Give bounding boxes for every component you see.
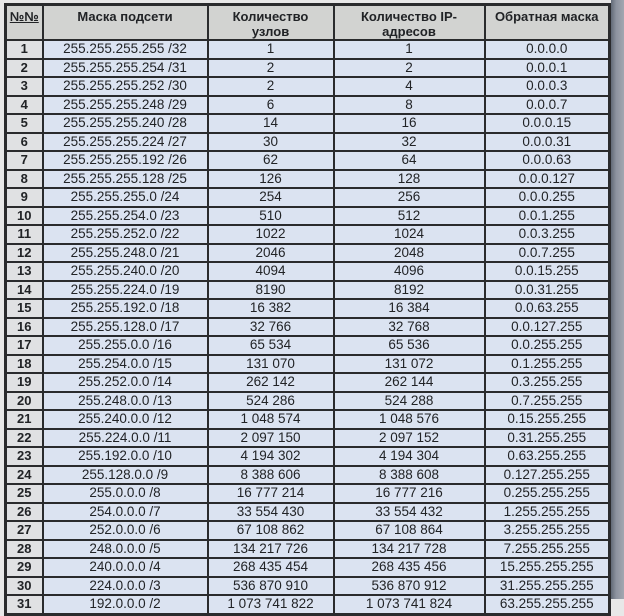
row-number-cell: 22 <box>6 429 43 448</box>
row-number-cell: 4 <box>6 96 43 115</box>
wildcard-mask-cell: 0.15.255.255 <box>485 410 610 429</box>
table-row <box>6 59 610 78</box>
subnet-mask-cell: 255.255.248.0 /21 <box>43 244 208 263</box>
subnet-mask-cell: 255.255.255.192 /26 <box>43 151 208 170</box>
subnet-mask-cell: 255.192.0.0 /10 <box>43 447 208 466</box>
host-count-cell: 32 766 <box>208 318 334 337</box>
wildcard-mask-cell: 0.0.0.127 <box>485 170 610 189</box>
host-count-cell: 67 108 862 <box>208 521 334 540</box>
table-row <box>6 503 610 522</box>
wildcard-mask-cell: 0.0.0.7 <box>485 96 610 115</box>
host-count-cell: 2 <box>208 59 334 78</box>
table-row <box>6 151 610 170</box>
row-number-cell: 18 <box>6 355 43 374</box>
row-number-cell: 23 <box>6 447 43 466</box>
row-number-cell: 13 <box>6 262 43 281</box>
ip-count-cell: 16 777 216 <box>334 484 485 503</box>
host-count-cell: 1022 <box>208 225 334 244</box>
row-number-cell: 2 <box>6 59 43 78</box>
subnet-mask-cell: 255.255.255.252 /30 <box>43 77 208 96</box>
row-number-cell: 21 <box>6 410 43 429</box>
header-host-count-line2: узлов <box>251 24 290 39</box>
table-row <box>6 392 610 411</box>
wildcard-mask-cell: 0.127.255.255 <box>485 466 610 485</box>
table-row <box>6 429 610 448</box>
header-host-count-line1: Количество <box>232 9 309 24</box>
host-count-cell: 6 <box>208 96 334 115</box>
table-row <box>6 558 610 577</box>
host-count-cell: 268 435 454 <box>208 558 334 577</box>
host-count-cell: 262 142 <box>208 373 334 392</box>
table-row <box>6 318 610 337</box>
right-edge-shadow <box>611 0 624 599</box>
subnet-mask-cell: 255.255.128.0 /17 <box>43 318 208 337</box>
ip-count-cell: 134 217 728 <box>334 540 485 559</box>
row-number-cell: 25 <box>6 484 43 503</box>
table-row <box>6 484 610 503</box>
wildcard-mask-cell: 3.255.255.255 <box>485 521 610 540</box>
subnet-mask-cell: 255.224.0.0 /11 <box>43 429 208 448</box>
table-row <box>6 466 610 485</box>
subnet-mask-cell: 255.248.0.0 /13 <box>43 392 208 411</box>
ip-count-cell: 128 <box>334 170 485 189</box>
host-count-cell: 33 554 430 <box>208 503 334 522</box>
subnet-mask-cell: 255.255.255.248 /29 <box>43 96 208 115</box>
row-number-cell: 20 <box>6 392 43 411</box>
ip-count-cell: 536 870 912 <box>334 577 485 596</box>
row-number-cell: 7 <box>6 151 43 170</box>
ip-count-cell: 4 <box>334 77 485 96</box>
table-row <box>6 336 610 355</box>
wildcard-mask-cell: 0.0.7.255 <box>485 244 610 263</box>
host-count-cell: 30 <box>208 133 334 152</box>
ip-count-cell: 8192 <box>334 281 485 300</box>
ip-count-cell: 2 <box>334 59 485 78</box>
ip-count-cell: 64 <box>334 151 485 170</box>
row-number-cell: 30 <box>6 577 43 596</box>
table-row <box>6 373 610 392</box>
host-count-cell: 65 534 <box>208 336 334 355</box>
header-ip-count-line1: Количество IP- <box>361 9 457 24</box>
host-count-cell: 126 <box>208 170 334 189</box>
row-number-cell: 28 <box>6 540 43 559</box>
table-row <box>6 114 610 133</box>
wildcard-mask-cell: 0.255.255.255 <box>485 484 610 503</box>
table-row <box>6 188 610 207</box>
wildcard-mask-cell: 0.0.0.1 <box>485 59 610 78</box>
wildcard-mask-cell: 15.255.255.255 <box>485 558 610 577</box>
host-count-cell: 131 070 <box>208 355 334 374</box>
wildcard-mask-cell: 0.7.255.255 <box>485 392 610 411</box>
table-row <box>6 410 610 429</box>
header-ip-count-line2: адресов <box>382 24 436 39</box>
wildcard-mask-cell: 0.3.255.255 <box>485 373 610 392</box>
ip-count-cell: 268 435 456 <box>334 558 485 577</box>
host-count-cell: 536 870 910 <box>208 577 334 596</box>
table-row <box>6 225 610 244</box>
wildcard-mask-cell: 0.0.0.0 <box>485 40 610 59</box>
ip-count-cell: 8 <box>334 96 485 115</box>
table-row <box>6 244 610 263</box>
wildcard-mask-cell: 0.0.1.255 <box>485 207 610 226</box>
table-row <box>6 447 610 466</box>
host-count-cell: 16 382 <box>208 299 334 318</box>
ip-count-cell: 2 097 152 <box>334 429 485 448</box>
ip-count-cell: 8 388 608 <box>334 466 485 485</box>
header-subnet-mask-label: Маска подсети <box>77 9 173 24</box>
header-host-count <box>208 5 334 41</box>
ip-count-cell: 1024 <box>334 225 485 244</box>
subnet-mask-cell: 255.255.240.0 /20 <box>43 262 208 281</box>
subnet-mask-cell: 192.0.0.0 /2 <box>43 595 208 614</box>
host-count-cell: 1 <box>208 40 334 59</box>
ip-count-cell: 32 <box>334 133 485 152</box>
wildcard-mask-cell: 0.0.255.255 <box>485 336 610 355</box>
subnet-mask-cell: 255.255.255.254 /31 <box>43 59 208 78</box>
table-row <box>6 96 610 115</box>
table-row <box>6 595 610 614</box>
ip-count-cell: 4096 <box>334 262 485 281</box>
table-row <box>6 77 610 96</box>
wildcard-mask-cell: 0.0.31.255 <box>485 281 610 300</box>
ip-count-cell: 1 073 741 824 <box>334 595 485 614</box>
host-count-cell: 4 194 302 <box>208 447 334 466</box>
host-count-cell: 62 <box>208 151 334 170</box>
table-row <box>6 299 610 318</box>
subnet-table-container <box>4 3 611 616</box>
ip-count-cell: 1 048 576 <box>334 410 485 429</box>
host-count-cell: 4094 <box>208 262 334 281</box>
ip-count-cell: 256 <box>334 188 485 207</box>
host-count-cell: 2046 <box>208 244 334 263</box>
row-number-cell: 11 <box>6 225 43 244</box>
table-row <box>6 40 610 59</box>
row-number-cell: 9 <box>6 188 43 207</box>
subnet-mask-cell: 224.0.0.0 /3 <box>43 577 208 596</box>
row-number-cell: 10 <box>6 207 43 226</box>
subnet-mask-cell: 255.128.0.0 /9 <box>43 466 208 485</box>
row-number-cell: 24 <box>6 466 43 485</box>
row-number-cell: 6 <box>6 133 43 152</box>
ip-count-cell: 2048 <box>334 244 485 263</box>
subnet-mask-table <box>4 3 611 616</box>
ip-count-cell: 16 <box>334 114 485 133</box>
wildcard-mask-cell: 0.0.0.63 <box>485 151 610 170</box>
wildcard-mask-cell: 0.0.127.255 <box>485 318 610 337</box>
row-number-cell: 27 <box>6 521 43 540</box>
table-row <box>6 355 610 374</box>
ip-count-cell: 4 194 304 <box>334 447 485 466</box>
ip-count-cell: 65 536 <box>334 336 485 355</box>
table-header <box>6 5 610 41</box>
subnet-mask-cell: 255.0.0.0 /8 <box>43 484 208 503</box>
host-count-cell: 2 <box>208 77 334 96</box>
subnet-mask-cell: 255.255.224.0 /19 <box>43 281 208 300</box>
header-number-label: №№ <box>9 9 39 24</box>
host-count-cell: 8190 <box>208 281 334 300</box>
table-row <box>6 540 610 559</box>
ip-count-cell: 131 072 <box>334 355 485 374</box>
wildcard-mask-cell: 0.1.255.255 <box>485 355 610 374</box>
subnet-mask-cell: 255.255.252.0 /22 <box>43 225 208 244</box>
wildcard-mask-cell: 0.0.0.15 <box>485 114 610 133</box>
subnet-mask-cell: 255.255.0.0 /16 <box>43 336 208 355</box>
wildcard-mask-cell: 31.255.255.255 <box>485 577 610 596</box>
wildcard-mask-cell: 7.255.255.255 <box>485 540 610 559</box>
wildcard-mask-cell: 0.0.15.255 <box>485 262 610 281</box>
wildcard-mask-cell: 0.63.255.255 <box>485 447 610 466</box>
host-count-cell: 14 <box>208 114 334 133</box>
ip-count-cell: 262 144 <box>334 373 485 392</box>
host-count-cell: 510 <box>208 207 334 226</box>
ip-count-cell: 512 <box>334 207 485 226</box>
host-count-cell: 134 217 726 <box>208 540 334 559</box>
row-number-cell: 12 <box>6 244 43 263</box>
subnet-mask-cell: 255.255.192.0 /18 <box>43 299 208 318</box>
wildcard-mask-cell: 0.0.63.255 <box>485 299 610 318</box>
row-number-cell: 1 <box>6 40 43 59</box>
host-count-cell: 8 388 606 <box>208 466 334 485</box>
table-row <box>6 133 610 152</box>
header-wildcard-mask <box>485 5 610 41</box>
wildcard-mask-cell: 1.255.255.255 <box>485 503 610 522</box>
row-number-cell: 19 <box>6 373 43 392</box>
host-count-cell: 254 <box>208 188 334 207</box>
wildcard-mask-cell: 0.0.0.31 <box>485 133 610 152</box>
row-number-cell: 5 <box>6 114 43 133</box>
subnet-mask-cell: 252.0.0.0 /6 <box>43 521 208 540</box>
wildcard-mask-cell: 0.31.255.255 <box>485 429 610 448</box>
subnet-mask-cell: 255.252.0.0 /14 <box>43 373 208 392</box>
table-row <box>6 281 610 300</box>
row-number-cell: 15 <box>6 299 43 318</box>
wildcard-mask-cell: 0.0.3.255 <box>485 225 610 244</box>
ip-count-cell: 67 108 864 <box>334 521 485 540</box>
row-number-cell: 8 <box>6 170 43 189</box>
subnet-mask-cell: 255.254.0.0 /15 <box>43 355 208 374</box>
table-row <box>6 521 610 540</box>
host-count-cell: 2 097 150 <box>208 429 334 448</box>
subnet-mask-cell: 255.240.0.0 /12 <box>43 410 208 429</box>
ip-count-cell: 16 384 <box>334 299 485 318</box>
row-number-cell: 16 <box>6 318 43 337</box>
row-number-cell: 14 <box>6 281 43 300</box>
row-number-cell: 26 <box>6 503 43 522</box>
subnet-mask-cell: 254.0.0.0 /7 <box>43 503 208 522</box>
subnet-mask-cell: 255.255.255.240 /28 <box>43 114 208 133</box>
table-row <box>6 207 610 226</box>
wildcard-mask-cell: 63.255.255.255 <box>485 595 610 614</box>
host-count-cell: 1 048 574 <box>208 410 334 429</box>
ip-count-cell: 32 768 <box>334 318 485 337</box>
ip-count-cell: 524 288 <box>334 392 485 411</box>
header-number <box>6 5 43 41</box>
header-wildcard-mask-label: Обратная маска <box>494 9 599 24</box>
table-row <box>6 577 610 596</box>
header-subnet-mask <box>43 5 208 41</box>
header-row <box>6 5 610 41</box>
ip-count-cell: 33 554 432 <box>334 503 485 522</box>
subnet-mask-cell: 255.255.255.128 /25 <box>43 170 208 189</box>
row-number-cell: 17 <box>6 336 43 355</box>
subnet-mask-cell: 255.255.254.0 /23 <box>43 207 208 226</box>
wildcard-mask-cell: 0.0.0.255 <box>485 188 610 207</box>
host-count-cell: 16 777 214 <box>208 484 334 503</box>
row-number-cell: 3 <box>6 77 43 96</box>
subnet-mask-cell: 248.0.0.0 /5 <box>43 540 208 559</box>
table-row <box>6 262 610 281</box>
wildcard-mask-cell: 0.0.0.3 <box>485 77 610 96</box>
host-count-cell: 1 073 741 822 <box>208 595 334 614</box>
row-number-cell: 31 <box>6 595 43 614</box>
subnet-mask-cell: 255.255.255.224 /27 <box>43 133 208 152</box>
subnet-mask-cell: 255.255.255.0 /24 <box>43 188 208 207</box>
header-ip-count <box>334 5 485 41</box>
table-row <box>6 170 610 189</box>
table-body <box>6 40 610 614</box>
row-number-cell: 29 <box>6 558 43 577</box>
ip-count-cell: 1 <box>334 40 485 59</box>
subnet-mask-cell: 255.255.255.255 /32 <box>43 40 208 59</box>
host-count-cell: 524 286 <box>208 392 334 411</box>
subnet-mask-cell: 240.0.0.0 /4 <box>43 558 208 577</box>
